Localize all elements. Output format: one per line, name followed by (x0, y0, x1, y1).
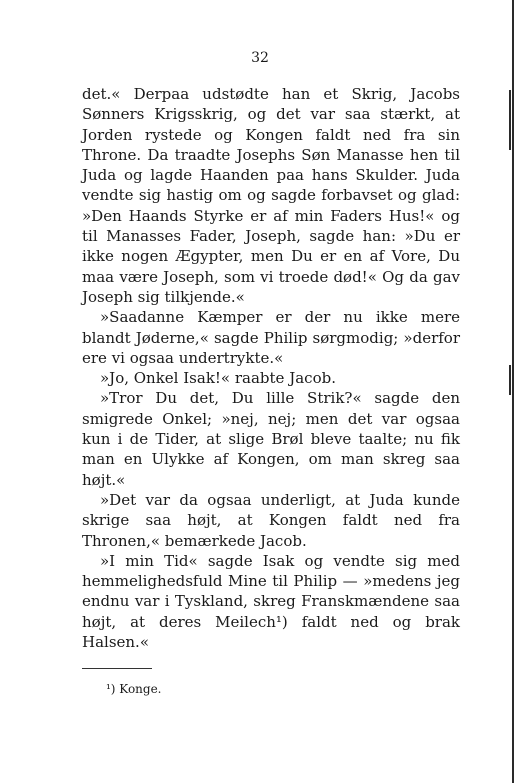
page-edge-notch (509, 365, 511, 395)
paragraph: »Saadanne Kæmper er der nu ikke mere blandt Jøderne,« sagde Philip sørgmodig; »derfor ere vi ogsaa undertrykte.« (82, 308, 460, 367)
body-text (82, 84, 460, 652)
paragraph: »I min Tid« sagde Isak og vendte sig med hemmelighedsfuld Mine til Philip — »medens jeg endnu var i Tyskland, skreg Franskmændene saa højt, at deres Meilech¹) faldt ned og brak Halsen.« (82, 551, 460, 652)
footnote: ¹) Konge. (106, 682, 162, 696)
paragraph: »Det var da ogsaa underligt, at Juda kunde skrige saa højt, at Kongen faldt ned fra Thronen,« bemærkede Jacob. (82, 490, 460, 550)
page-number: 32 (251, 50, 269, 66)
page-edge-notch (509, 90, 511, 150)
footnote-divider (82, 668, 152, 669)
paragraph: det.« Derpaa udstødte han et Skrig, Jacobs Sønners Krigsskrig, og det var saa stærkt, at Jorden rystede og Kongen faldt ned fra sin Throne. Da traadte Josephs Søn Manasse hen til Juda og lagde Haanden paa hans Skulder. Juda vendte sig hastig om og sagde forbavset og glad: »Den Haands Styrke er af min Faders Hus!« og til Manasses Fader, Joseph, sagde han: »Du er ikke nogen Ægypter, men Du er en af Vore, Du maa være Joseph, som vi troede død!« Og da gav Joseph sig tilkjende.« (82, 85, 460, 306)
paragraph: »Tror Du det, Du lille Strik?« sagde den smigrede Onkel; »nej, nej; men det var ogsaa kun i de Tider, at slige Brøl bleve taalte; nu fik man en Ulykke af Kongen, om man skreg saa højt.« (82, 389, 460, 489)
page-edge-line (512, 0, 514, 783)
paragraph: »Jo, Onkel Isak!« raabte Jacob. (100, 369, 336, 388)
